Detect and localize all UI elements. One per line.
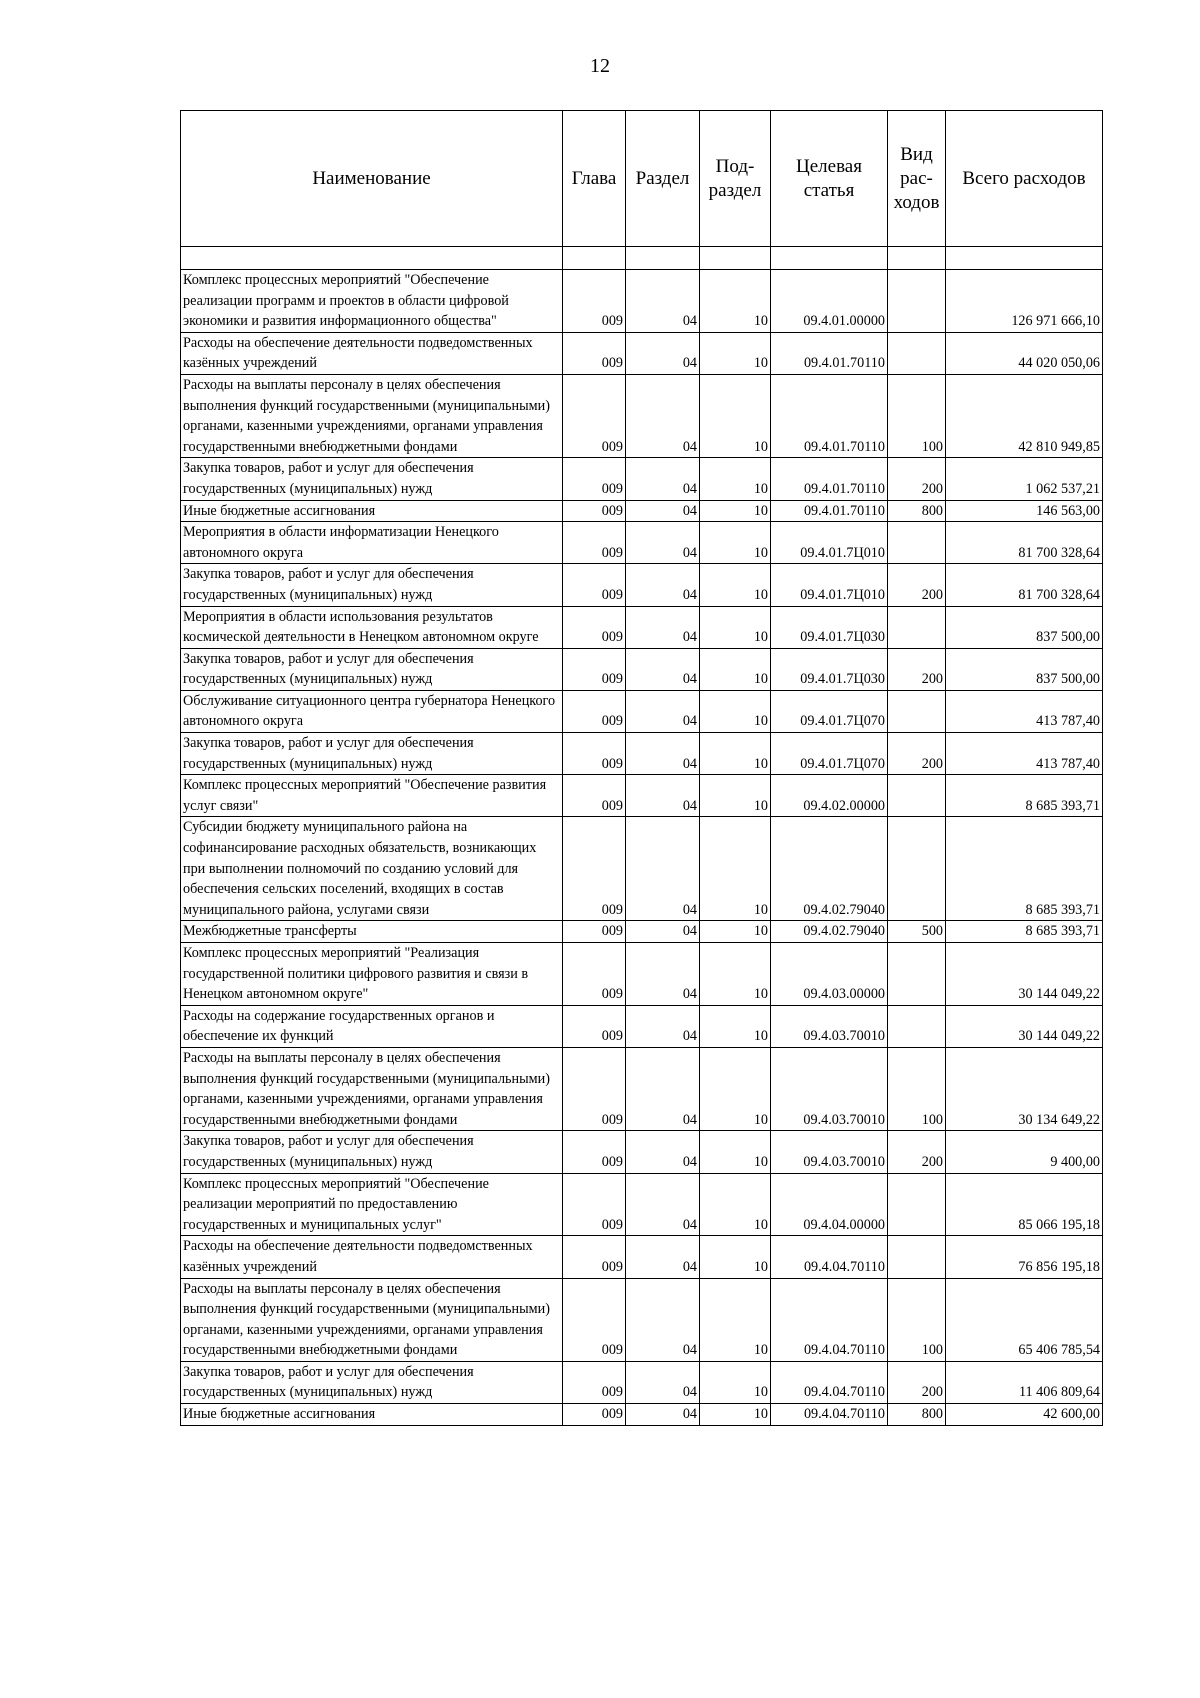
cell-total: 413 787,40 — [946, 690, 1103, 732]
cell-target: 09.4.04.00000 — [771, 1173, 888, 1236]
cell-section: 04 — [626, 1404, 700, 1426]
cell-target: 09.4.03.70010 — [771, 1047, 888, 1130]
cell-total: 8 685 393,71 — [946, 921, 1103, 943]
cell-subsection: 10 — [700, 1173, 771, 1236]
cell-section: 04 — [626, 648, 700, 690]
cell-total: 837 500,00 — [946, 648, 1103, 690]
cell-kind: 100 — [888, 1047, 946, 1130]
cell-target: 09.4.01.00000 — [771, 270, 888, 333]
table-row — [181, 775, 1103, 817]
cell-total: 11 406 809,64 — [946, 1361, 1103, 1403]
cell-section: 04 — [626, 1278, 700, 1361]
cell-chapter: 009 — [563, 817, 626, 921]
cell-section: 04 — [626, 500, 700, 522]
cell-section: 04 — [626, 374, 700, 457]
cell-name: Комплекс процессных мероприятий "Обеспечение реализации мероприятий по предоставлению государственных и муниципальных услуг" — [181, 1173, 563, 1236]
cell-name: Закупка товаров, работ и услуг для обеспечения государственных (муниципальных) нужд — [181, 733, 563, 775]
cell-total: 30 144 049,22 — [946, 943, 1103, 1006]
cell-section: 04 — [626, 921, 700, 943]
cell-target: 09.4.01.70110 — [771, 374, 888, 457]
cell-kind — [888, 270, 946, 333]
table-row — [181, 733, 1103, 775]
cell-chapter: 009 — [563, 522, 626, 564]
cell-kind — [888, 1236, 946, 1278]
cell-total: 8 685 393,71 — [946, 817, 1103, 921]
table-header-row — [181, 111, 1103, 247]
cell-section: 04 — [626, 564, 700, 606]
cell-target: 09.4.03.70010 — [771, 1005, 888, 1047]
table-row — [181, 1361, 1103, 1403]
cell-name: Мероприятия в области информатизации Ненецкого автономного округа — [181, 522, 563, 564]
cell-total: 30 144 049,22 — [946, 1005, 1103, 1047]
cell-name: Закупка товаров, работ и услуг для обеспечения государственных (муниципальных) нужд — [181, 648, 563, 690]
cell-target: 09.4.01.70110 — [771, 500, 888, 522]
table-row — [181, 817, 1103, 921]
cell-section: 04 — [626, 1173, 700, 1236]
table-row — [181, 606, 1103, 648]
cell-name: Расходы на выплаты персоналу в целях обеспечения выполнения функций государственными (муниципальными) органами, казенными учреждениями, органами управления государственными внебюджетными фондами — [181, 1278, 563, 1361]
cell-target: 09.4.01.7Ц030 — [771, 606, 888, 648]
cell-total: 65 406 785,54 — [946, 1278, 1103, 1361]
table-row — [181, 1173, 1103, 1236]
cell-target: 09.4.01.70110 — [771, 458, 888, 500]
cell-chapter: 009 — [563, 1361, 626, 1403]
cell-total: 413 787,40 — [946, 733, 1103, 775]
cell-chapter: 009 — [563, 1047, 626, 1130]
cell-chapter: 009 — [563, 458, 626, 500]
cell-name: Комплекс процессных мероприятий "Реализация государственной политики цифрового развития и связи в Ненецком автономном округе" — [181, 943, 563, 1006]
table-row — [181, 943, 1103, 1006]
cell-section: 04 — [626, 1005, 700, 1047]
cell-section: 04 — [626, 690, 700, 732]
table-row — [181, 1278, 1103, 1361]
cell-subsection: 10 — [700, 522, 771, 564]
cell-section: 04 — [626, 1131, 700, 1173]
cell-name: Расходы на обеспечение деятельности подведомственных казённых учреждений — [181, 332, 563, 374]
cell-name: Расходы на выплаты персоналу в целях обеспечения выполнения функций государственными (муниципальными) органами, казенными учреждениями, органами управления государственными внебюджетными фондами — [181, 374, 563, 457]
cell-name: Закупка товаров, работ и услуг для обеспечения государственных (муниципальных) нужд — [181, 458, 563, 500]
cell-chapter: 009 — [563, 1278, 626, 1361]
cell-total: 76 856 195,18 — [946, 1236, 1103, 1278]
cell-section: 04 — [626, 1361, 700, 1403]
cell-name: Расходы на содержание государственных органов и обеспечение их функций — [181, 1005, 563, 1047]
header-total: Всего расходов — [946, 111, 1103, 247]
cell-kind: 200 — [888, 733, 946, 775]
cell-target: 09.4.04.70110 — [771, 1236, 888, 1278]
cell-subsection: 10 — [700, 1236, 771, 1278]
cell-section: 04 — [626, 775, 700, 817]
table-row — [181, 1005, 1103, 1047]
cell-target: 09.4.01.7Ц010 — [771, 564, 888, 606]
spacer-row — [181, 247, 1103, 270]
cell-total: 81 700 328,64 — [946, 564, 1103, 606]
cell-chapter: 009 — [563, 1236, 626, 1278]
cell-subsection: 10 — [700, 775, 771, 817]
cell-subsection: 10 — [700, 332, 771, 374]
cell-chapter: 009 — [563, 564, 626, 606]
cell-kind — [888, 775, 946, 817]
cell-total: 44 020 050,06 — [946, 332, 1103, 374]
cell-chapter: 009 — [563, 1131, 626, 1173]
cell-chapter: 009 — [563, 775, 626, 817]
table-row — [181, 270, 1103, 333]
table-row — [181, 690, 1103, 732]
cell-name: Обслуживание ситуационного центра губернатора Ненецкого автономного округа — [181, 690, 563, 732]
cell-total: 42 600,00 — [946, 1404, 1103, 1426]
cell-subsection: 10 — [700, 648, 771, 690]
table-row — [181, 374, 1103, 457]
cell-name: Закупка товаров, работ и услуг для обеспечения государственных (муниципальных) нужд — [181, 1131, 563, 1173]
cell-subsection: 10 — [700, 943, 771, 1006]
cell-kind — [888, 1173, 946, 1236]
cell-total: 85 066 195,18 — [946, 1173, 1103, 1236]
header-name: Наименование — [181, 111, 563, 247]
cell-target: 09.4.02.00000 — [771, 775, 888, 817]
cell-subsection: 10 — [700, 1005, 771, 1047]
cell-name: Иные бюджетные ассигнования — [181, 1404, 563, 1426]
cell-section: 04 — [626, 458, 700, 500]
cell-target: 09.4.01.7Ц030 — [771, 648, 888, 690]
cell-target: 09.4.04.70110 — [771, 1361, 888, 1403]
cell-kind: 200 — [888, 458, 946, 500]
cell-target: 09.4.03.70010 — [771, 1131, 888, 1173]
cell-section: 04 — [626, 817, 700, 921]
page-number: 12 — [590, 55, 610, 77]
cell-target: 09.4.02.79040 — [771, 921, 888, 943]
cell-name: Комплекс процессных мероприятий "Обеспечение развития услуг связи" — [181, 775, 563, 817]
table-row — [181, 458, 1103, 500]
cell-section: 04 — [626, 522, 700, 564]
cell-target: 09.4.02.79040 — [771, 817, 888, 921]
cell-name: Субсидии бюджету муниципального района на софинансирование расходных обязательств, возникающих при выполнении полномочий по созданию условий для обеспечения сельских поселений, входящих в состав муниципального района, услугами связи — [181, 817, 563, 921]
header-subsection: Под- раздел — [700, 111, 771, 247]
cell-kind — [888, 817, 946, 921]
cell-target: 09.4.01.7Ц070 — [771, 690, 888, 732]
cell-subsection: 10 — [700, 1278, 771, 1361]
cell-chapter: 009 — [563, 1173, 626, 1236]
table-row — [181, 648, 1103, 690]
cell-total: 42 810 949,85 — [946, 374, 1103, 457]
cell-chapter: 009 — [563, 374, 626, 457]
cell-kind: 100 — [888, 374, 946, 457]
cell-section: 04 — [626, 1047, 700, 1130]
header-chapter: Глава — [563, 111, 626, 247]
cell-chapter: 009 — [563, 332, 626, 374]
header-target: Целевая статья — [771, 111, 888, 247]
cell-section: 04 — [626, 733, 700, 775]
cell-chapter: 009 — [563, 606, 626, 648]
cell-name: Иные бюджетные ассигнования — [181, 500, 563, 522]
table-row — [181, 522, 1103, 564]
cell-subsection: 10 — [700, 1047, 771, 1130]
table-row — [181, 1131, 1103, 1173]
cell-subsection: 10 — [700, 270, 771, 333]
table-body — [181, 247, 1103, 1426]
cell-name: Мероприятия в области использования результатов космической деятельности в Ненецком автономном округе — [181, 606, 563, 648]
cell-kind — [888, 943, 946, 1006]
cell-kind: 200 — [888, 564, 946, 606]
table-row — [181, 921, 1103, 943]
cell-total: 8 685 393,71 — [946, 775, 1103, 817]
cell-section: 04 — [626, 1236, 700, 1278]
cell-kind — [888, 606, 946, 648]
cell-section: 04 — [626, 943, 700, 1006]
cell-chapter: 009 — [563, 943, 626, 1006]
cell-chapter: 009 — [563, 500, 626, 522]
table-row — [181, 332, 1103, 374]
cell-chapter: 009 — [563, 690, 626, 732]
cell-section: 04 — [626, 270, 700, 333]
cell-chapter: 009 — [563, 921, 626, 943]
cell-section: 04 — [626, 332, 700, 374]
cell-total: 9 400,00 — [946, 1131, 1103, 1173]
cell-subsection: 10 — [700, 921, 771, 943]
cell-subsection: 10 — [700, 564, 771, 606]
cell-name: Комплекс процессных мероприятий "Обеспечение реализации программ и проектов в области цифровой экономики и развития информационного общества" — [181, 270, 563, 333]
cell-total: 126 971 666,10 — [946, 270, 1103, 333]
cell-name: Закупка товаров, работ и услуг для обеспечения государственных (муниципальных) нужд — [181, 1361, 563, 1403]
cell-kind: 200 — [888, 648, 946, 690]
cell-total: 81 700 328,64 — [946, 522, 1103, 564]
cell-kind: 200 — [888, 1361, 946, 1403]
cell-kind: 200 — [888, 1131, 946, 1173]
cell-target: 09.4.01.7Ц070 — [771, 733, 888, 775]
cell-subsection: 10 — [700, 690, 771, 732]
cell-subsection: 10 — [700, 1131, 771, 1173]
cell-total: 1 062 537,21 — [946, 458, 1103, 500]
table-row — [181, 1404, 1103, 1426]
header-kind: Вид рас- ходов — [888, 111, 946, 247]
budget-table — [180, 110, 1103, 1426]
table-row — [181, 1236, 1103, 1278]
cell-subsection: 10 — [700, 817, 771, 921]
cell-section: 04 — [626, 606, 700, 648]
cell-target: 09.4.01.70110 — [771, 332, 888, 374]
cell-name: Закупка товаров, работ и услуг для обеспечения государственных (муниципальных) нужд — [181, 564, 563, 606]
cell-kind — [888, 332, 946, 374]
cell-chapter: 009 — [563, 733, 626, 775]
cell-total: 837 500,00 — [946, 606, 1103, 648]
cell-kind: 800 — [888, 500, 946, 522]
cell-subsection: 10 — [700, 500, 771, 522]
cell-chapter: 009 — [563, 1404, 626, 1426]
cell-target: 09.4.04.70110 — [771, 1404, 888, 1426]
cell-target: 09.4.01.7Ц010 — [771, 522, 888, 564]
cell-name: Межбюджетные трансферты — [181, 921, 563, 943]
table-row — [181, 500, 1103, 522]
cell-subsection: 10 — [700, 458, 771, 500]
table-row — [181, 1047, 1103, 1130]
cell-kind — [888, 1005, 946, 1047]
cell-subsection: 10 — [700, 374, 771, 457]
cell-name: Расходы на обеспечение деятельности подведомственных казённых учреждений — [181, 1236, 563, 1278]
cell-chapter: 009 — [563, 270, 626, 333]
cell-subsection: 10 — [700, 606, 771, 648]
cell-name: Расходы на выплаты персоналу в целях обеспечения выполнения функций государственными (муниципальными) органами, казенными учреждениями, органами управления государственными внебюджетными фондами — [181, 1047, 563, 1130]
cell-kind: 800 — [888, 1404, 946, 1426]
cell-total: 146 563,00 — [946, 500, 1103, 522]
cell-kind — [888, 690, 946, 732]
cell-target: 09.4.03.00000 — [771, 943, 888, 1006]
cell-kind: 500 — [888, 921, 946, 943]
cell-chapter: 009 — [563, 1005, 626, 1047]
cell-subsection: 10 — [700, 733, 771, 775]
cell-kind — [888, 522, 946, 564]
cell-subsection: 10 — [700, 1404, 771, 1426]
cell-target: 09.4.04.70110 — [771, 1278, 888, 1361]
table-row — [181, 564, 1103, 606]
cell-chapter: 009 — [563, 648, 626, 690]
cell-subsection: 10 — [700, 1361, 771, 1403]
cell-total: 30 134 649,22 — [946, 1047, 1103, 1130]
header-section: Раздел — [626, 111, 700, 247]
cell-kind: 100 — [888, 1278, 946, 1361]
